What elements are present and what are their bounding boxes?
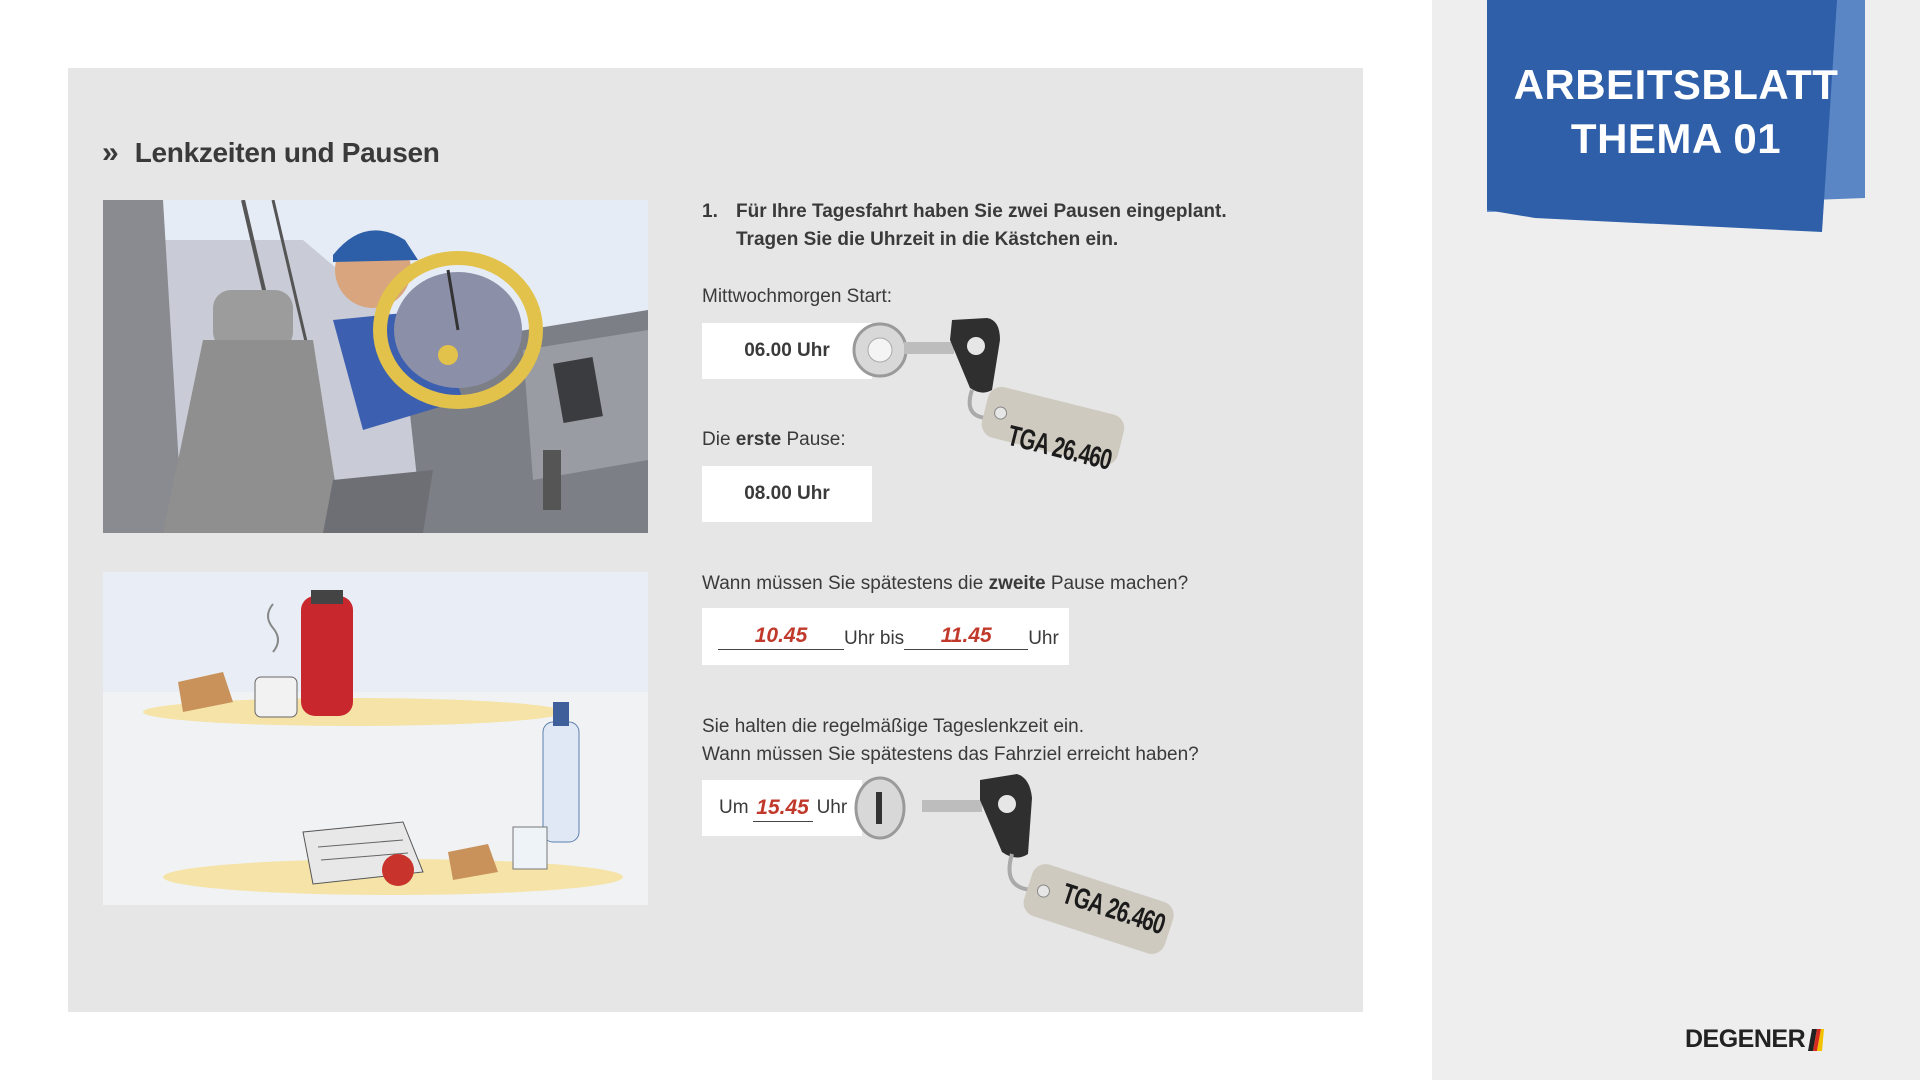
second-break-end-label: Uhr xyxy=(1028,627,1059,649)
first-break-label-pre: Die xyxy=(702,429,736,450)
brand-logo xyxy=(1685,1025,1824,1054)
worksheet-banner xyxy=(1487,0,1865,232)
section-title: Lenkzeiten und Pausen xyxy=(134,137,440,168)
arrival-line-1: Sie halten die regelmäßige Tageslenkzeit ein. xyxy=(702,716,1084,737)
key-tag-text-2: TGA 26.460 xyxy=(1058,878,1169,942)
task-number: 1. xyxy=(702,201,718,222)
section-marker: » xyxy=(102,136,119,169)
first-break-label-post: Pause: xyxy=(781,429,846,450)
second-break-question-bold: zweite xyxy=(988,573,1046,594)
arrival-prefix: Um xyxy=(719,797,749,818)
first-break-time-value: 08.00 Uhr xyxy=(744,483,830,504)
key-tag-text-1: TGA 26.460 xyxy=(1004,420,1115,477)
ignition-key-2 xyxy=(852,770,1192,975)
first-break-time-box[interactable] xyxy=(702,466,872,522)
banner-line-1: ARBEITSBLATT xyxy=(1513,61,1839,108)
truck-driver-illustration xyxy=(103,200,648,533)
task-instruction xyxy=(702,198,1227,254)
second-break-question-post: Pause machen? xyxy=(1045,573,1189,594)
task-line-2: Tragen Sie die Uhrzeit in die Kästchen ein. xyxy=(736,229,1119,250)
second-break-question-pre: Wann müssen Sie spätestens die xyxy=(702,573,989,594)
first-break-label xyxy=(702,426,846,454)
brand-name: DEGENER xyxy=(1685,1025,1806,1053)
start-time-value: 06.00 Uhr xyxy=(744,340,830,361)
arrival-question xyxy=(702,713,1199,769)
banner-line-2: THEMA 01 xyxy=(1570,115,1782,162)
arrival-time-field[interactable]: 15.45 xyxy=(753,795,813,822)
task-line-1: Für Ihre Tagesfahrt haben Sie zwei Pausen eingeplant. xyxy=(736,201,1227,222)
second-break-from-field[interactable]: 10.45 xyxy=(718,623,844,650)
arrival-line-2: Wann müssen Sie spätestens das Fahrziel erreicht haben? xyxy=(702,744,1199,765)
arrival-answer-box[interactable] xyxy=(702,780,862,836)
start-label: Mittwochmorgen Start: xyxy=(702,286,893,307)
second-break-to-field[interactable]: 11.45 xyxy=(904,623,1028,650)
start-time-box[interactable] xyxy=(702,323,872,379)
break-snack-illustration xyxy=(103,572,648,905)
section-header xyxy=(102,136,440,170)
arrival-suffix: Uhr xyxy=(816,797,848,818)
second-break-mid-label: Uhr bis xyxy=(844,627,905,649)
first-break-label-bold: erste xyxy=(735,429,782,450)
second-break-answer-box[interactable] xyxy=(702,608,1069,665)
second-break-question xyxy=(702,570,1188,598)
flag-icon xyxy=(1808,1029,1824,1051)
